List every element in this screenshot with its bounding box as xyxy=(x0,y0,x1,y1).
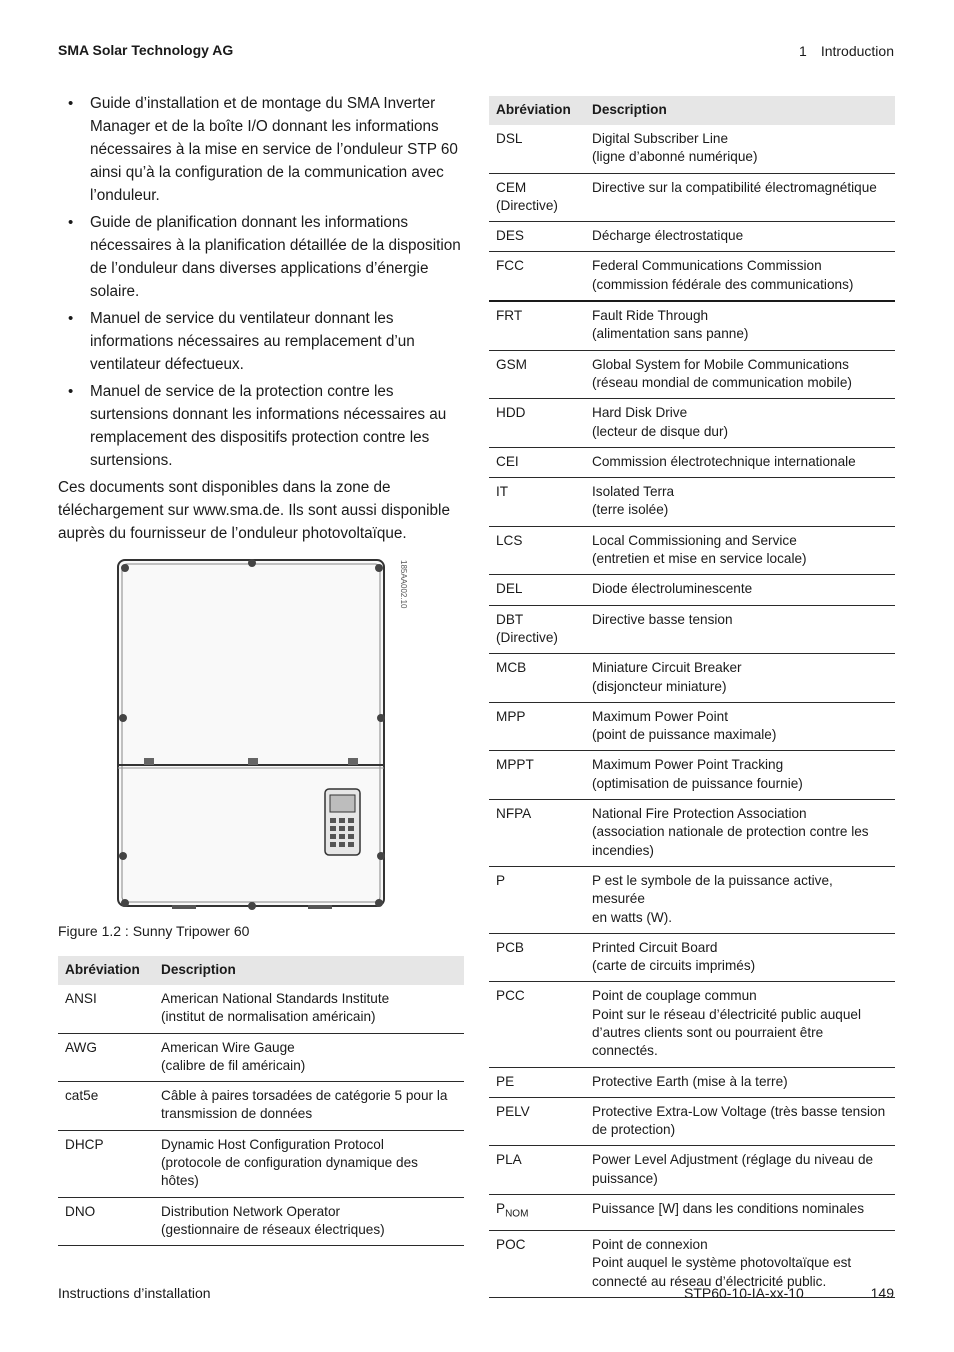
abbreviation-text: cat5e xyxy=(65,1088,99,1104)
list-item xyxy=(58,307,464,376)
abbreviation-cell xyxy=(489,933,585,982)
abbreviation-cell xyxy=(489,702,585,751)
description-cell xyxy=(585,125,895,173)
bullet-icon: • xyxy=(68,310,74,327)
abbreviation-text: MCB xyxy=(496,660,527,676)
description-text: Directive basse tension xyxy=(592,611,733,627)
abbreviation-cell xyxy=(58,1082,154,1131)
bullet-icon: • xyxy=(68,383,74,400)
description-cell xyxy=(585,478,895,527)
abbreviation-text: (Directive) xyxy=(496,197,558,213)
description-cell xyxy=(585,399,895,448)
description-text: (gestionnaire de réseaux électriques) xyxy=(161,1221,385,1237)
abbreviation-cell xyxy=(489,1195,585,1231)
abbreviation-cell xyxy=(58,985,154,1033)
abbreviation-cell xyxy=(489,800,585,867)
abbreviation-text: CEI xyxy=(496,453,519,469)
table-row xyxy=(489,301,895,350)
abbreviation-text: ANSI xyxy=(65,991,97,1006)
abbreviation-cell xyxy=(489,1067,585,1097)
description-text: puissance) xyxy=(592,1170,658,1186)
abbreviation-text: AWG xyxy=(65,1039,97,1055)
description-text: Point sur le réseau d’électricité public auquel xyxy=(592,1006,862,1022)
description-text: Commission électrotechnique internationale xyxy=(592,453,856,469)
table-row xyxy=(489,654,895,703)
abbreviation-cell xyxy=(489,526,585,575)
table-row xyxy=(489,605,895,654)
description-text: Local Commissioning and Service xyxy=(592,532,797,548)
description-cell xyxy=(585,982,895,1067)
abbreviation-cell xyxy=(489,575,585,605)
chapter-number: 1 xyxy=(799,43,807,59)
abbreviation-text: FCC xyxy=(496,258,524,274)
abbreviation-cell xyxy=(58,1130,154,1197)
company-name: SMA Solar Technology AG xyxy=(58,42,234,58)
description-text: Puissance [W] dans les conditions nominales xyxy=(592,1201,865,1217)
table-row xyxy=(489,575,895,605)
abbreviation-cell xyxy=(489,222,585,252)
chapter-title: Introduction xyxy=(820,43,894,59)
abbreviation-cell xyxy=(489,125,585,173)
description-text: d’autres clients sont ou pourraient être connectés. xyxy=(592,1024,824,1059)
table-row xyxy=(58,1197,464,1246)
column-header-abbreviation: Abréviation xyxy=(58,956,154,985)
description-text: (institut de normalisation américain) xyxy=(161,1009,376,1025)
description-text: (terre isolée) xyxy=(592,502,669,518)
abbreviation-text: (Directive) xyxy=(496,629,558,645)
abbreviation-text: DEL xyxy=(496,581,523,597)
abbreviation-text: IT xyxy=(496,484,509,500)
abbreviation-cell xyxy=(489,605,585,654)
description-text: P est le symbole de la puissance active, mesurée xyxy=(592,872,833,907)
column-header-description: Description xyxy=(585,96,895,125)
description-text: (association nationale de protection contre les xyxy=(592,824,869,840)
table-row xyxy=(489,800,895,867)
abbreviation-cell xyxy=(489,478,585,527)
list-item-text: Manuel de service du ventilateur donnant les informations nécessaires au remplacement d’un ventilateur défectueux. xyxy=(90,310,415,373)
abbreviation-text: PCC xyxy=(496,988,525,1004)
description-text: Protective Earth (mise à la terre) xyxy=(592,1073,788,1089)
description-text: (optimisation de puissance fournie) xyxy=(592,775,803,791)
list-item xyxy=(58,211,464,303)
abbreviation-text: FRT xyxy=(496,308,523,324)
description-text: Maximum Power Point Tracking xyxy=(592,757,784,773)
abbreviation-text: POC xyxy=(496,1237,526,1253)
description-text: Global System for Mobile Communications xyxy=(592,356,849,372)
description-cell xyxy=(585,702,895,751)
description-text: Power Level Adjustment (réglage du niveau de xyxy=(592,1152,874,1168)
abbreviation-cell xyxy=(489,866,585,933)
abbreviation-cell xyxy=(489,173,585,222)
description-text: Fault Ride Through xyxy=(592,308,709,324)
description-text: Digital Subscriber Line xyxy=(592,131,729,146)
description-cell xyxy=(585,1067,895,1097)
table-header-row xyxy=(58,956,464,985)
abbreviation-text xyxy=(496,1200,578,1224)
description-cell xyxy=(585,526,895,575)
figure-caption: Figure 1.2 : Sunny Tripower 60 xyxy=(58,923,250,939)
description-text: Distribution Network Operator xyxy=(161,1203,341,1219)
abbreviation-cell xyxy=(489,301,585,350)
table-row xyxy=(489,866,895,933)
abbreviation-text: PLA xyxy=(496,1152,522,1168)
description-cell xyxy=(585,1195,895,1231)
description-text: (entretien et mise en service locale) xyxy=(592,551,807,567)
table-row xyxy=(489,933,895,982)
description-text: incendies) xyxy=(592,842,654,858)
description-text: Décharge électrostatique xyxy=(592,228,744,244)
description-text: (point de puissance maximale) xyxy=(592,727,777,743)
bullet-icon: • xyxy=(68,95,74,112)
abbreviation-cell xyxy=(489,751,585,800)
table-header-row xyxy=(489,96,895,125)
description-cell xyxy=(585,605,895,654)
left-column xyxy=(58,92,464,545)
list-item-text: Guide de planification donnant les informations nécessaires à la planification détaillée de la disposition de l’onduleur dans diverses applications d’énergie solaire. xyxy=(90,214,461,300)
description-text: hôtes) xyxy=(161,1173,199,1189)
abbreviation-text: DHCP xyxy=(65,1136,104,1152)
description-cell xyxy=(585,173,895,222)
abbreviation-text: MPP xyxy=(496,708,526,724)
description-cell xyxy=(585,447,895,477)
table-row xyxy=(489,350,895,399)
description-cell xyxy=(585,222,895,252)
abbreviation-table-left xyxy=(58,956,464,1246)
abbreviation-text: HDD xyxy=(496,405,526,421)
table-row xyxy=(489,1195,895,1231)
list-item xyxy=(58,92,464,207)
description-text: en watts (W). xyxy=(592,909,673,925)
description-cell xyxy=(154,1130,464,1197)
description-cell xyxy=(154,1033,464,1082)
description-text: Point auquel le système photovoltaïque est xyxy=(592,1255,852,1271)
availability-paragraph: Ces documents sont disponibles dans la zone de téléchargement sur www.sma.de. Ils sont aussi disponible auprès du fournisseur de l’onduleur photovoltaïque. xyxy=(58,479,450,542)
description-text: Dynamic Host Configuration Protocol xyxy=(161,1136,384,1152)
description-text: (alimentation sans panne) xyxy=(592,326,749,342)
abbreviation-text: P xyxy=(496,872,506,888)
description-text: de protection) xyxy=(592,1122,676,1138)
description-text: connecté au réseau d’électricité public. xyxy=(592,1273,827,1289)
abbreviation-text: DNO xyxy=(65,1203,96,1219)
description-text: Directive sur la compatibilité électromagnétique xyxy=(592,179,877,195)
abbreviation-cell xyxy=(489,1231,585,1298)
description-text: (lecteur de disque dur) xyxy=(592,423,729,439)
table-row xyxy=(58,1130,464,1197)
abbreviation-cell xyxy=(489,447,585,477)
chapter-heading xyxy=(799,43,894,59)
description-text: Point de couplage commun xyxy=(592,988,757,1004)
document-list xyxy=(58,92,464,472)
footer-document-code: STP60-10-IA-xx-10 xyxy=(684,1285,804,1301)
description-cell xyxy=(585,866,895,933)
table-row xyxy=(489,751,895,800)
figure-id-label: 185AA002.10 xyxy=(399,560,408,609)
table-row xyxy=(58,1033,464,1082)
table-row xyxy=(489,1067,895,1097)
abbreviation-text: CEM xyxy=(496,179,527,195)
description-text: Maximum Power Point xyxy=(592,708,728,724)
abbreviation-text: P xyxy=(496,1201,506,1217)
abbreviation-text: GSM xyxy=(496,356,527,372)
column-header-abbreviation: Abréviation xyxy=(489,96,585,125)
abbreviation-cell xyxy=(489,1097,585,1146)
description-text: Protective Extra-Low Voltage (très basse tension xyxy=(592,1103,886,1119)
description-text: Point de connexion xyxy=(592,1237,708,1253)
description-cell xyxy=(585,350,895,399)
abbreviation-cell xyxy=(58,1033,154,1082)
description-text: Diode électroluminescente xyxy=(592,581,753,597)
abbreviation-text: PCB xyxy=(496,939,524,955)
table-row xyxy=(489,447,895,477)
description-text: (commission fédérale des communications) xyxy=(592,276,854,292)
footer-document-type: Instructions d’installation xyxy=(58,1285,211,1301)
list-item-text: Guide d’installation et de montage du SMA Inverter Manager et de la boîte I/O donnant les informations nécessaires à la mise en service de l’onduleur STP 60 ainsi qu’à la configuration de la communication avec l’onduleur. xyxy=(90,95,458,204)
abbreviation-text: PELV xyxy=(496,1103,530,1119)
description-text: American National Standards Institute xyxy=(161,991,390,1006)
description-cell xyxy=(585,1146,895,1195)
description-cell xyxy=(585,654,895,703)
table-row xyxy=(489,982,895,1067)
table-row xyxy=(489,478,895,527)
table-body xyxy=(489,125,895,1297)
abbreviation-cell xyxy=(489,399,585,448)
table-row xyxy=(489,125,895,173)
description-cell xyxy=(585,933,895,982)
abbreviation-cell xyxy=(58,1197,154,1246)
abbreviation-text: MPPT xyxy=(496,757,534,773)
table-row xyxy=(489,1146,895,1195)
abbreviation-cell xyxy=(489,982,585,1067)
table-row xyxy=(489,526,895,575)
abbreviation-text: DES xyxy=(496,228,524,244)
description-text: National Fire Protection Association xyxy=(592,806,807,822)
list-item xyxy=(58,380,464,472)
description-text: (réseau mondial de communication mobile) xyxy=(592,374,852,390)
page-number: 149 xyxy=(870,1285,894,1301)
table-row xyxy=(489,702,895,751)
description-cell xyxy=(585,575,895,605)
inverter-drawing xyxy=(112,556,408,912)
inverter-figure xyxy=(112,556,408,912)
abbreviation-subscript: NOM xyxy=(505,1208,529,1220)
description-text: Federal Communications Commission xyxy=(592,258,822,274)
description-text: (carte de circuits imprimés) xyxy=(592,958,756,974)
table-row xyxy=(58,1082,464,1131)
description-text: (protocole de configuration dynamique des xyxy=(161,1155,418,1171)
description-cell xyxy=(585,1097,895,1146)
table-row xyxy=(489,1097,895,1146)
table-body xyxy=(58,985,464,1246)
description-text: (disjoncteur miniature) xyxy=(592,678,727,694)
description-text: American Wire Gauge xyxy=(161,1039,295,1055)
abbreviation-text: LCS xyxy=(496,532,523,548)
abbreviation-text: DSL xyxy=(496,131,523,146)
abbreviation-cell xyxy=(489,252,585,301)
description-cell xyxy=(585,800,895,867)
column-header-description: Description xyxy=(154,956,464,985)
abbreviation-cell xyxy=(489,1146,585,1195)
description-cell xyxy=(154,1082,464,1131)
table-row xyxy=(489,399,895,448)
description-text: Miniature Circuit Breaker xyxy=(592,660,742,676)
description-text: (ligne d’abonné numérique) xyxy=(592,149,758,165)
description-cell xyxy=(585,301,895,350)
abbreviation-text: PE xyxy=(496,1073,515,1089)
description-cell xyxy=(585,252,895,301)
table-row xyxy=(58,985,464,1033)
table-row xyxy=(489,222,895,252)
table-row xyxy=(489,173,895,222)
bullet-icon: • xyxy=(68,214,74,231)
abbreviation-text: NFPA xyxy=(496,806,532,822)
description-text: Câble à paires torsadées de catégorie 5 pour la xyxy=(161,1088,448,1104)
description-cell xyxy=(154,985,464,1033)
description-text: (calibre de fil américain) xyxy=(161,1057,306,1073)
description-cell xyxy=(585,751,895,800)
abbreviation-table-right xyxy=(489,96,895,1298)
description-text: Isolated Terra xyxy=(592,484,675,500)
description-cell xyxy=(154,1197,464,1246)
description-text: Hard Disk Drive xyxy=(592,405,688,421)
list-item-text: Manuel de service de la protection contre les surtensions donnant les informations nécessaires au remplacement des dispositifs protection contre les surtensions. xyxy=(90,383,447,469)
description-text: Printed Circuit Board xyxy=(592,939,718,955)
abbreviation-text: DBT xyxy=(496,611,524,627)
abbreviation-cell xyxy=(489,654,585,703)
description-text: transmission de données xyxy=(161,1106,313,1122)
abbreviation-cell xyxy=(489,350,585,399)
table-row xyxy=(489,252,895,301)
